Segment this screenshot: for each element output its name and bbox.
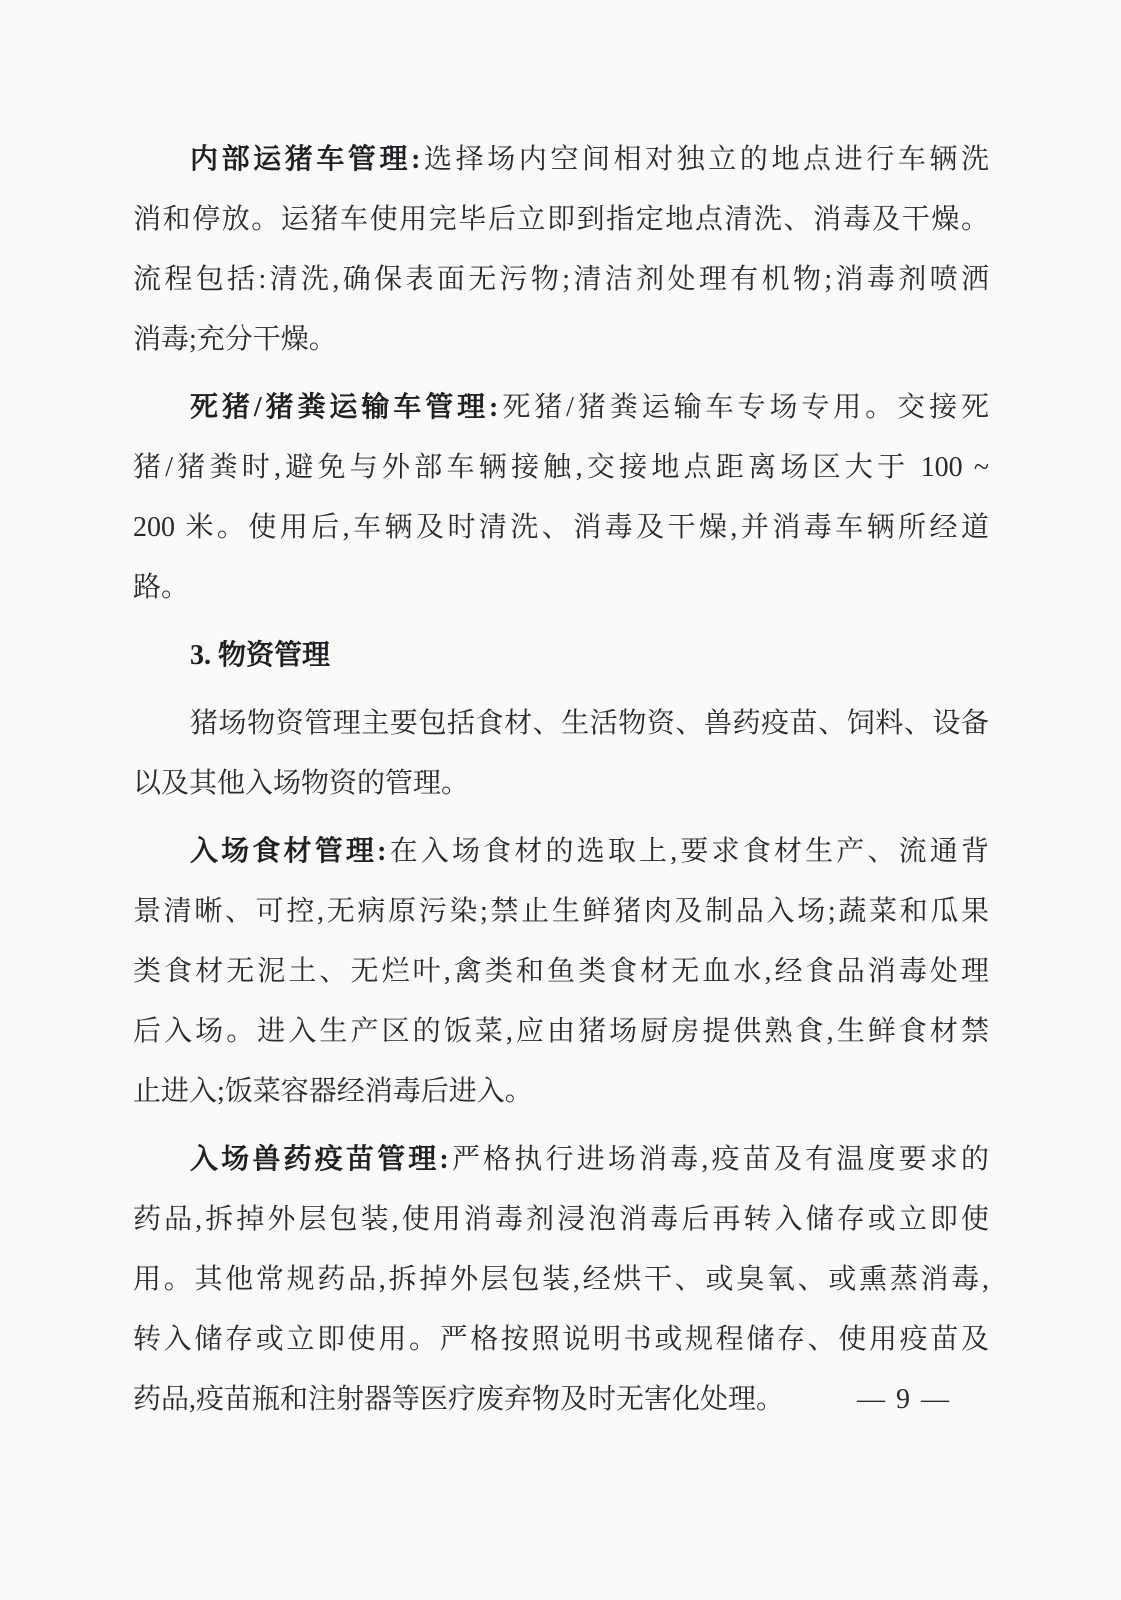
text-line: 药品,疫苗瓶和注射器等医疗废弃物及时无害化处理。	[133, 1384, 785, 1415]
paragraph-lead: 内部运猪车管理:	[190, 144, 421, 175]
paragraph-lead: 入场兽药疫苗管理:	[190, 1144, 449, 1175]
paragraph-materials-overview	[133, 694, 989, 814]
text-line: 用。其他常规药品,拆掉外层包装,经烘干、或臭氧、或熏蒸消毒,	[133, 1264, 989, 1295]
paragraph-internal-pig-truck	[133, 130, 989, 370]
page-number: — 9 —	[857, 1384, 951, 1415]
text-line: 类食材无泥土、无烂叶,禽类和鱼类食材无血水,经食品消毒处理	[133, 956, 989, 987]
text-line	[133, 1130, 989, 1190]
line-text: 选择场内空间相对独立的地点进行车辆洗	[420, 144, 989, 175]
text-line: 猪/猪粪时,避免与外部车辆接触,交接地点距离场区大于 100 ~	[133, 452, 989, 483]
paragraph-food-materials	[133, 822, 989, 1122]
line-text: 在入场食材的选取上,要求食材生产、流通背	[386, 836, 989, 867]
text-line: 消和停放。运猪车使用完毕后立即到指定地点清洗、消毒及干燥。	[133, 204, 989, 235]
text-line: 转入储存或立即使用。严格按照说明书或规程储存、使用疫苗及	[133, 1324, 989, 1355]
paragraph-dead-pig-manure-truck	[133, 378, 989, 618]
text-line	[133, 130, 989, 190]
document-body	[133, 130, 989, 1430]
text-line: 流程包括:清洗,确保表面无污物;清洁剂处理有机物;消毒剂喷洒	[133, 264, 989, 295]
text-line: 药品,拆掉外层包装,使用消毒剂浸泡消毒后再转入储存或立即使	[133, 1204, 989, 1235]
text-line	[133, 822, 989, 882]
text-line	[133, 378, 989, 438]
text-line: 消毒;充分干燥。	[133, 324, 337, 355]
text-line: 止进入;饭菜容器经消毒后进入。	[133, 1076, 533, 1107]
text-line: 猪场物资管理主要包括食材、生活物资、兽药疫苗、饲料、设备	[190, 708, 989, 739]
line-text: 严格执行进场消毒,疫苗及有温度要求的	[448, 1144, 989, 1175]
line-text: 死猪/猪粪运输车专场专用。交接死	[498, 392, 990, 423]
paragraph-lead: 死猪/猪粪运输车管理:	[190, 392, 499, 423]
text-line: 路。	[133, 572, 190, 603]
text-line: 200 米。使用后,车辆及时清洗、消毒及干燥,并消毒车辆所经道	[133, 512, 989, 543]
paragraph-lead: 入场食材管理:	[190, 836, 387, 867]
section-heading: 3. 物资管理	[190, 640, 331, 671]
text-line: 以及其他入场物资的管理。	[133, 768, 470, 799]
text-line: 后入场。进入生产区的饭菜,应由猪场厨房提供熟食,生鲜食材禁	[133, 1016, 989, 1047]
text-line: 景清晰、可控,无病原污染;禁止生鲜猪肉及制品入场;蔬菜和瓜果	[133, 896, 989, 927]
